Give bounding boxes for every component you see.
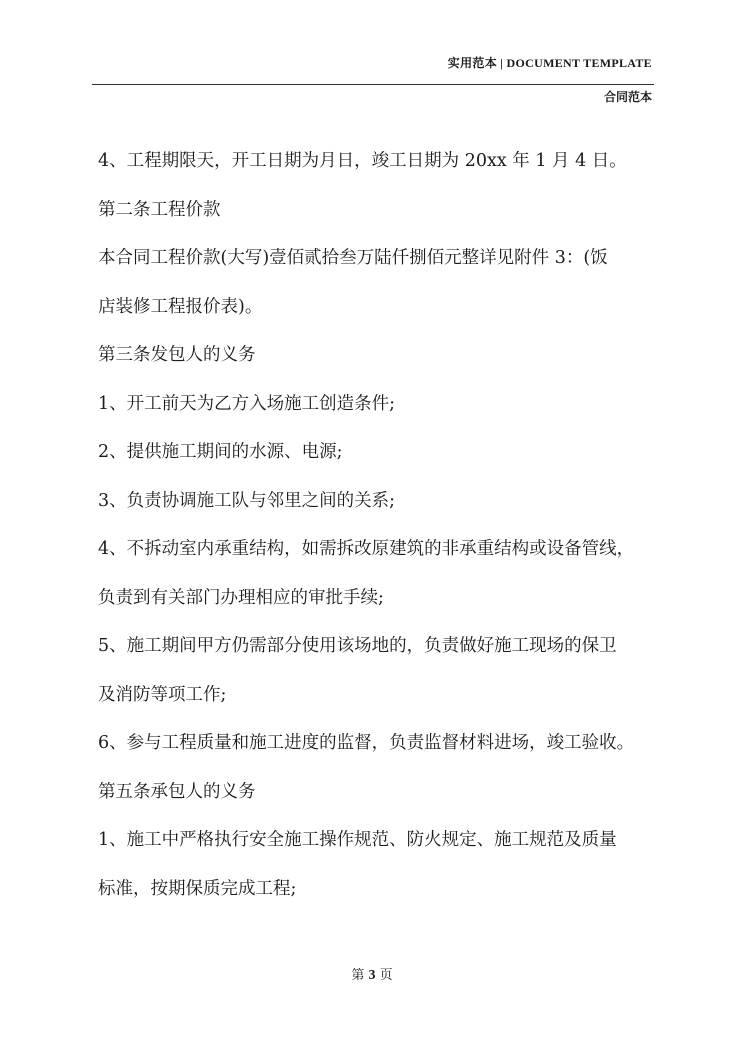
- section-heading: 第二条工程价款: [98, 199, 221, 220]
- section-heading: 第三条发包人的义务: [98, 345, 256, 365]
- body-line: 3、负责协调施工队与邻里之间的关系;: [98, 490, 396, 511]
- section-heading: 第五条承包人的义务: [98, 781, 256, 802]
- body-line: 1、开工前天为乙方入场施工创造条件;: [98, 393, 396, 414]
- body-line: 5、施工期间甲方仍需部分使用该场地的，负责做好施工现场的保卫: [98, 636, 617, 656]
- header-title: 实用范本 | DOCUMENT TEMPLATE: [447, 56, 652, 70]
- body-line: 4、工程期限天，开工日期为月日，竣工日期为 20xx 年 1 月 4 日。: [98, 151, 627, 171]
- page-number: 3: [368, 968, 376, 983]
- page-prefix: 第: [351, 968, 365, 983]
- body-line: 6、参与工程质量和施工进度的监督，负责监督材料进场，竣工验收。: [98, 733, 635, 753]
- body-line: 2、提供施工期间的水源、电源;: [98, 442, 343, 462]
- body-line: 标准，按期保质完成工程;: [98, 878, 297, 899]
- body-line: 及消防等项工作;: [98, 684, 227, 705]
- document-body: [98, 137, 658, 913]
- page-footer: [0, 964, 744, 984]
- page-suffix: 页: [379, 968, 393, 983]
- body-line: 负责到有关部门办理相应的审批手续;: [98, 587, 384, 608]
- body-line: 1、施工中严格执行安全施工操作规范、防火规定、施工规范及质量: [98, 830, 617, 850]
- body-line: 4、不拆动室内承重结构，如需拆改原建筑的非承重结构或设备管线，: [98, 539, 635, 559]
- header-divider: [92, 84, 654, 85]
- header-subtitle: 合同范本: [603, 90, 652, 104]
- body-line: 本合同工程价款(大写)壹佰贰拾叁万陆仟捌佰元整详见附件 3：(饭: [98, 248, 608, 268]
- body-line: 店装修工程报价表)。: [98, 296, 263, 317]
